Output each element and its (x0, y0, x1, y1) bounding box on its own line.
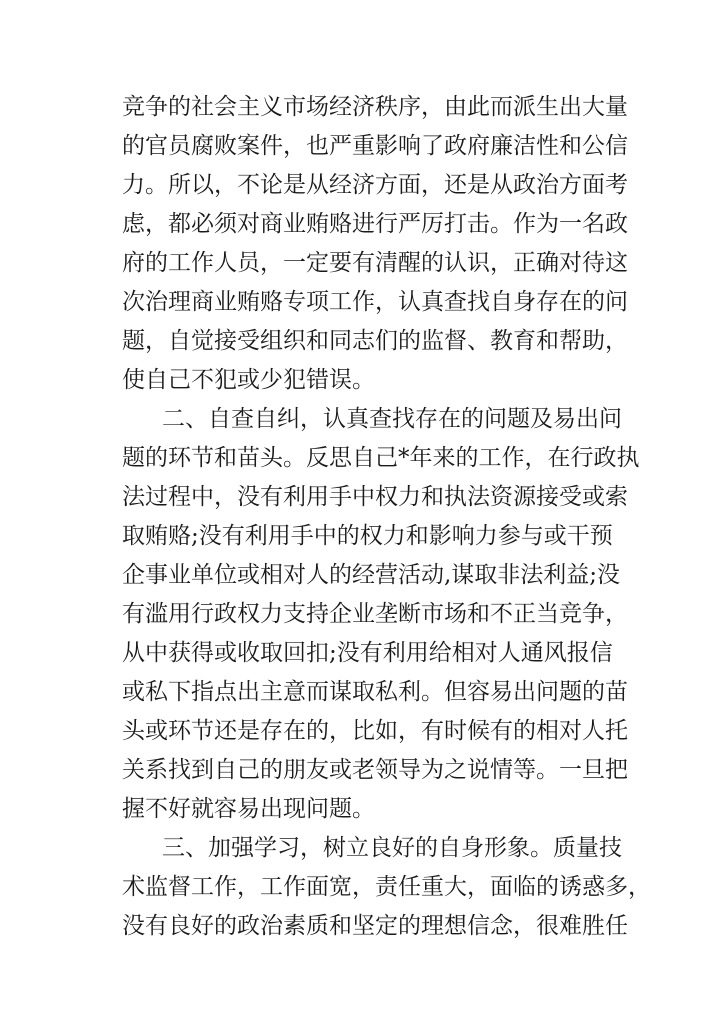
text-line: 握不好就容易出现问题。 (122, 796, 375, 822)
text-line: 术监督工作，工作面宽，责任重大，面临的诱惑多， (122, 874, 651, 900)
text-line: 力。所以，不论是从经济方面，还是从政治方面考 (122, 172, 628, 198)
text-line: 没有良好的政治素质和坚定的理想信念，很难胜任 (122, 913, 628, 939)
text-line: 或私下指点出主意而谋取私利。但容易出问题的苗 (122, 679, 628, 705)
text-line: 府的工作人员，一定要有清醒的认识，正确对待这 (122, 250, 628, 276)
text-line: 有滥用行政权力支持企业垄断市场和不正当竞争， (122, 601, 628, 627)
paragraph-heading-line: 三、加强学习，树立良好的自身形象。质量技 (162, 835, 622, 861)
text-line: 题，自觉接受组织和同志们的监督、教育和帮助， (122, 328, 628, 354)
text-line: 虑，都必须对商业贿赂进行严厉打击。作为一名政 (122, 211, 628, 237)
text-line: 从中获得或收取回扣;没有利用给相对人通风报信 (122, 640, 613, 666)
paragraph-heading-line: 二、自查自纠，认真查找存在的问题及易出问 (162, 406, 622, 432)
text-line: 竞争的社会主义市场经济秩序，由此而派生出大量 (122, 94, 628, 120)
text-line: 关系找到自己的朋友或老领导为之说情等。一旦把 (122, 757, 628, 783)
text-line: 次治理商业贿赂专项工作，认真查找自身存在的问 (122, 289, 628, 315)
text-line: 取贿赂;没有利用手中的权力和影响力参与或干预 (122, 523, 613, 549)
text-line: 使自己不犯或少犯错误。 (122, 367, 375, 393)
text-line: 企事业单位或相对人的经营活动,谋取非法利益;没 (122, 562, 621, 588)
text-line: 的官员腐败案件，也严重影响了政府廉洁性和公信 (122, 133, 628, 159)
text-line: 头或环节还是存在的，比如，有时候有的相对人托 (122, 718, 628, 744)
text-line: 法过程中，没有利用手中权力和执法资源接受或索 (122, 484, 628, 510)
text-line: 题的环节和苗头。反思自己*年来的工作，在行政执 (122, 445, 640, 471)
